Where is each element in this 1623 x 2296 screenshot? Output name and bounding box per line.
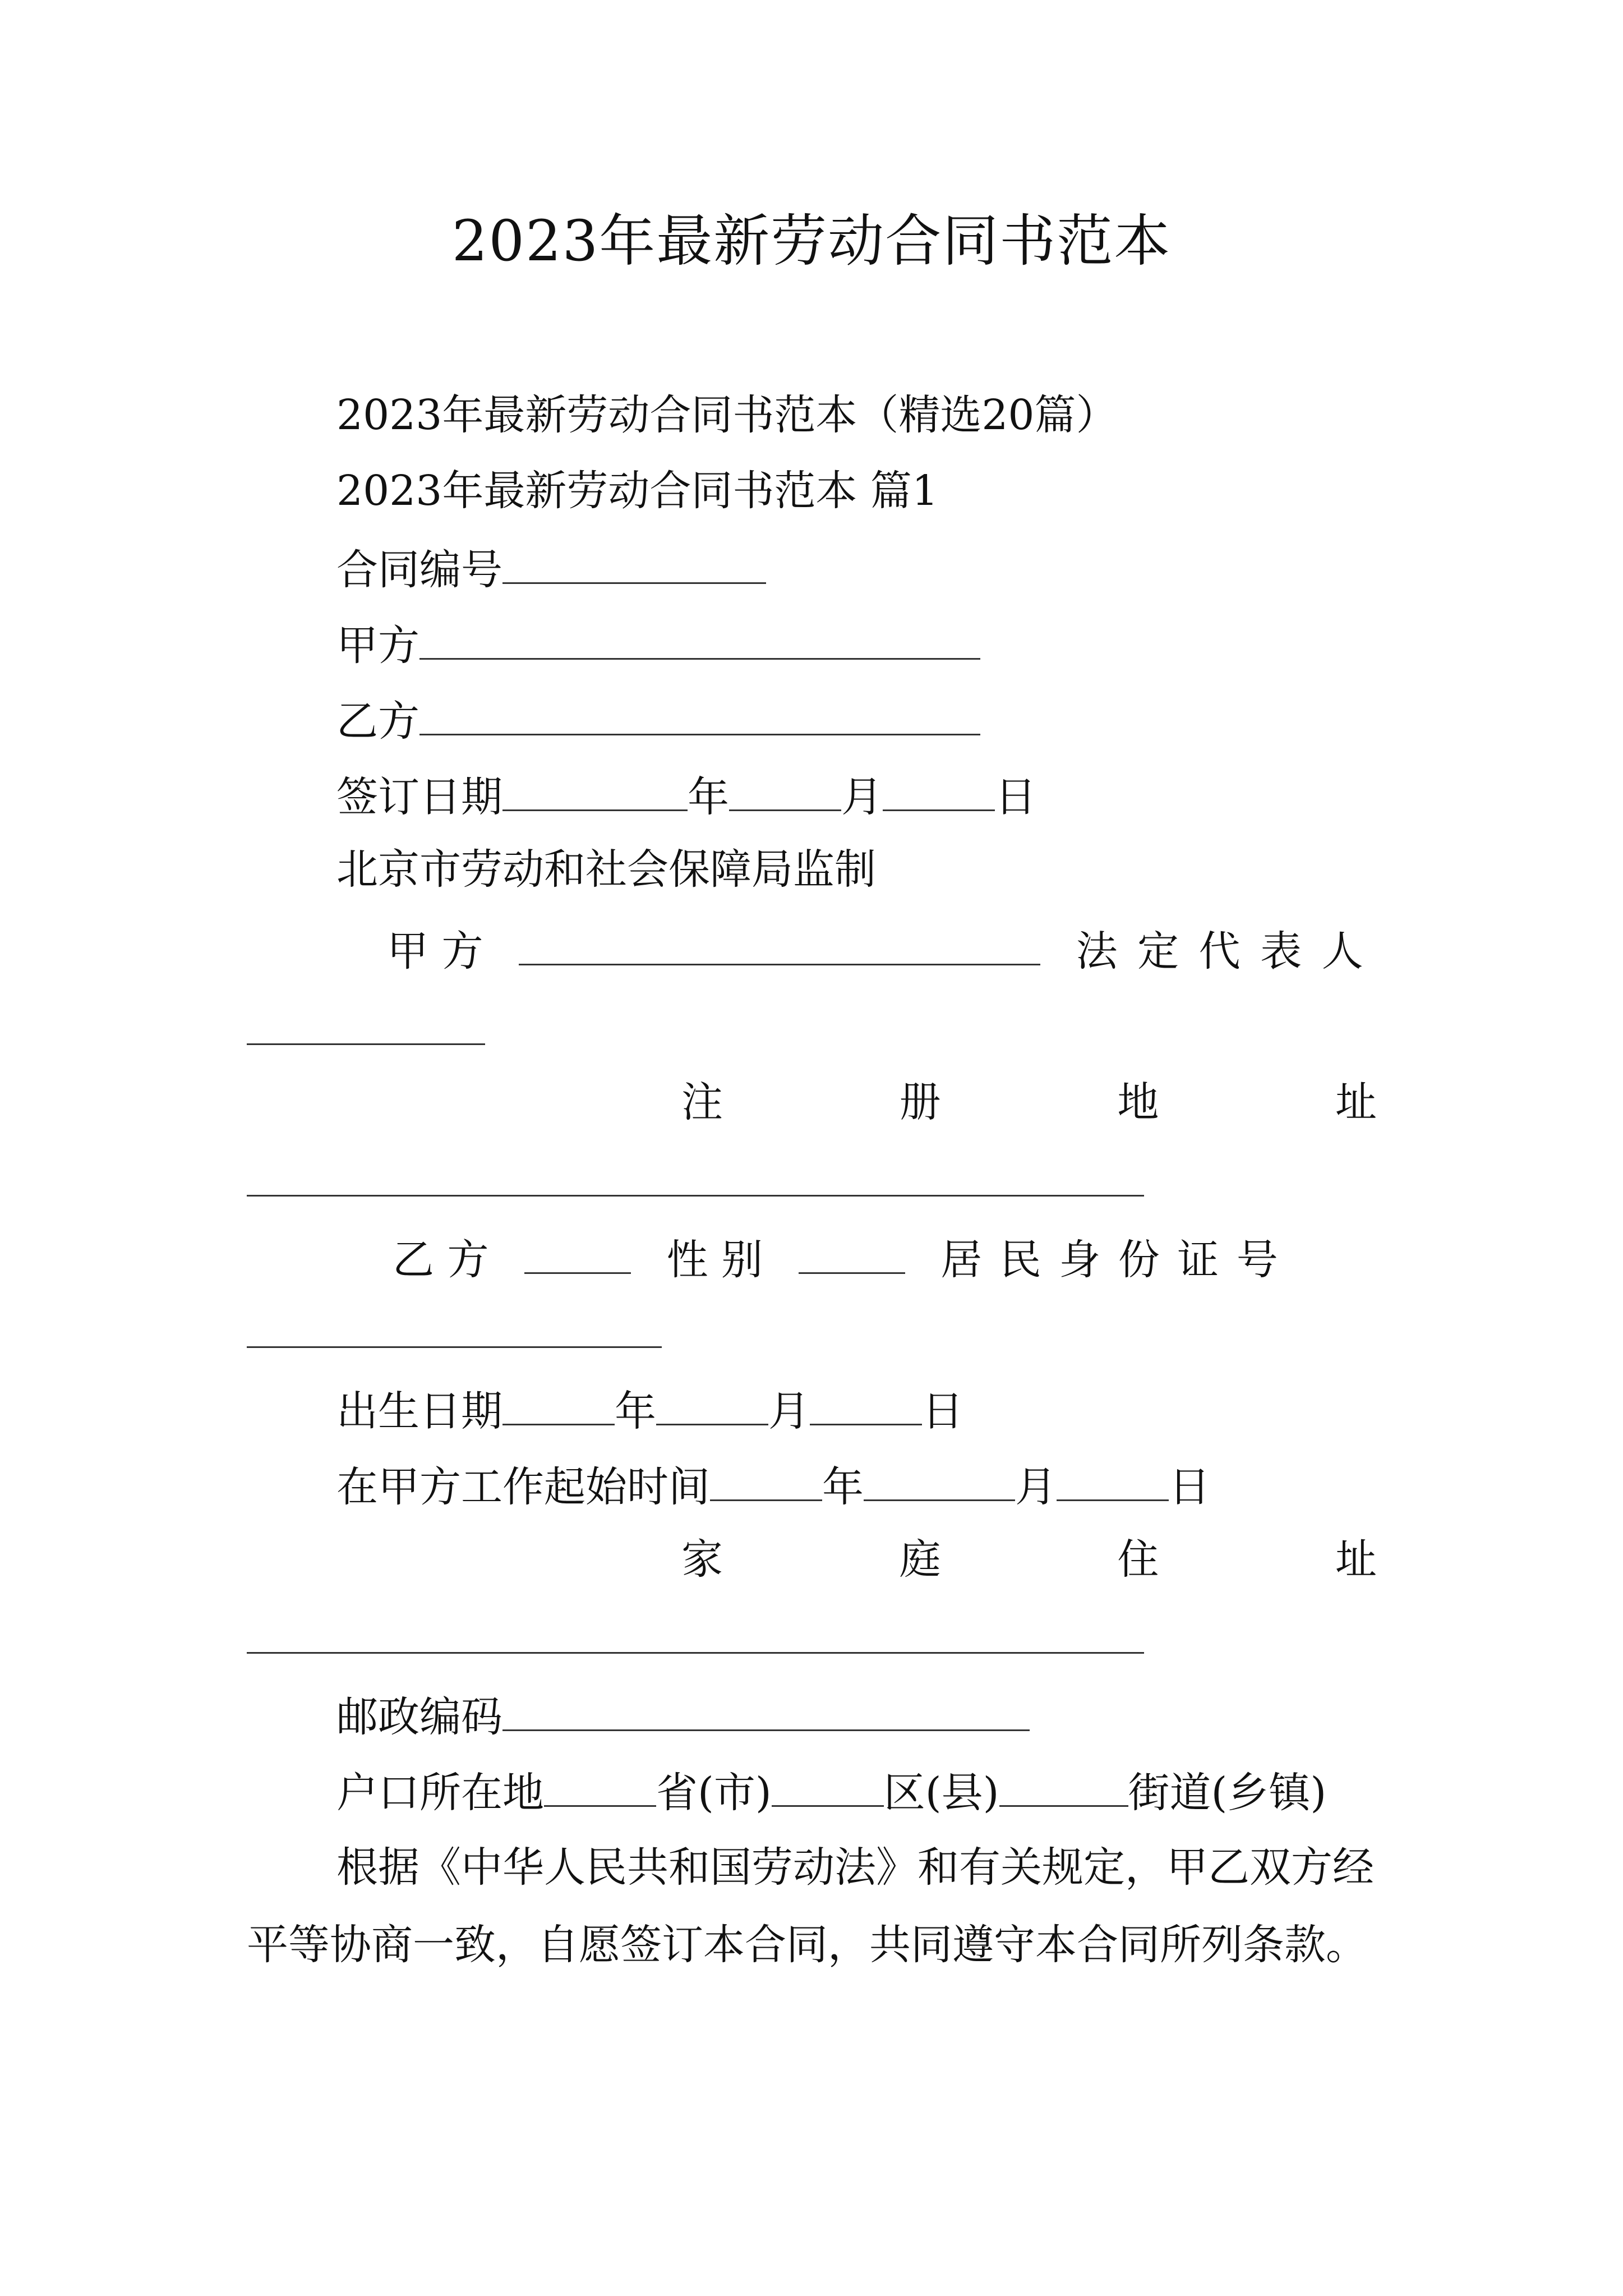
contract-number-label: 合同编号 [336, 546, 502, 594]
home-address-label: 家 庭 住 址 [681, 1535, 1377, 1584]
work-start-day-unit: 日 [1169, 1463, 1210, 1511]
party-a-2-label: 甲 方 [387, 927, 483, 976]
work-start-month-unit: 月 [1015, 1463, 1057, 1511]
contract-number-blank[interactable] [502, 539, 766, 584]
work-start-day-blank[interactable] [1057, 1456, 1169, 1501]
supervisor-line: 北京市劳动和社会保障局监制 [336, 845, 876, 894]
birth-day-unit: 日 [922, 1387, 963, 1435]
party-b-detail-row [393, 1228, 1376, 1285]
postal-code-label: 邮政编码 [336, 1693, 502, 1741]
district-blank[interactable] [772, 1761, 884, 1807]
party-b-label: 乙方 [336, 697, 419, 746]
registered-address-blank[interactable] [247, 1195, 1144, 1197]
party-a-detail-row [387, 920, 1376, 976]
province-unit: 省(市) [656, 1769, 772, 1817]
birth-month-unit: 月 [768, 1387, 810, 1435]
postal-code-blank[interactable] [502, 1686, 1030, 1731]
hukou-row [336, 1761, 1376, 1818]
registered-address-label: 注 册 地 址 [681, 1078, 1377, 1126]
work-start-row [336, 1456, 1376, 1512]
district-unit: 区(县) [883, 1769, 999, 1817]
section-heading: 2023年最新劳动合同书范本 篇1 [336, 467, 938, 515]
birth-date-row [336, 1380, 1376, 1436]
party-a-label: 甲方 [336, 622, 419, 670]
legal-rep-blank[interactable] [247, 1043, 485, 1045]
party-b-row [336, 690, 1376, 746]
sign-date-row [336, 766, 1376, 822]
year-label: 年 [688, 773, 729, 821]
id-number-blank[interactable] [247, 1346, 662, 1348]
street-blank[interactable] [999, 1761, 1128, 1807]
gender-blank[interactable] [799, 1228, 905, 1274]
birth-year-blank[interactable] [502, 1380, 615, 1425]
sign-day-blank[interactable] [883, 766, 995, 811]
party-b-blank[interactable] [419, 690, 980, 735]
gender-label: 性 别 [666, 1236, 763, 1284]
legal-rep-label: 法 定 代 表 人 [1076, 927, 1367, 976]
party-b-2-label: 乙 方 [393, 1236, 489, 1284]
birth-day-blank[interactable] [810, 1380, 922, 1425]
work-start-year-unit: 年 [822, 1463, 864, 1511]
postal-code-row [336, 1686, 1376, 1742]
party-a-blank[interactable] [419, 614, 980, 660]
id-number-label: 居 民 身 份 证 号 [940, 1236, 1280, 1284]
preamble-paragraph: 根据《中华人民共和国劳动法》和有关规定，甲乙双方经平等协商一致，自愿签订本合同，共同遵守本合同所列条款。 [247, 1843, 1374, 1969]
work-start-year-blank[interactable] [710, 1456, 822, 1501]
day-label: 日 [995, 773, 1036, 821]
street-unit: 街道(乡镇) [1128, 1769, 1327, 1817]
work-start-label: 在甲方工作起始时间 [336, 1463, 710, 1511]
birth-date-label: 出生日期 [336, 1387, 502, 1435]
sign-month-blank[interactable] [729, 766, 841, 811]
birth-year-unit: 年 [615, 1387, 656, 1435]
sign-date-label: 签订日期 [336, 773, 502, 821]
work-start-month-blank[interactable] [864, 1456, 1015, 1501]
subtitle: 2023年最新劳动合同书范本（精选20篇） [336, 391, 1118, 439]
contract-number-row [336, 539, 1376, 595]
document-title: 2023年最新劳动合同书范本 [451, 208, 1172, 274]
birth-month-blank[interactable] [656, 1380, 768, 1425]
hukou-label: 户口所在地 [336, 1769, 544, 1817]
sign-year-blank[interactable] [502, 766, 688, 811]
party-a-row [336, 614, 1376, 670]
party-a-2-blank[interactable] [519, 920, 1040, 965]
party-b-2-blank[interactable] [524, 1228, 631, 1274]
home-address-blank[interactable] [247, 1652, 1144, 1654]
month-label: 月 [841, 773, 883, 821]
province-blank[interactable] [544, 1761, 656, 1807]
